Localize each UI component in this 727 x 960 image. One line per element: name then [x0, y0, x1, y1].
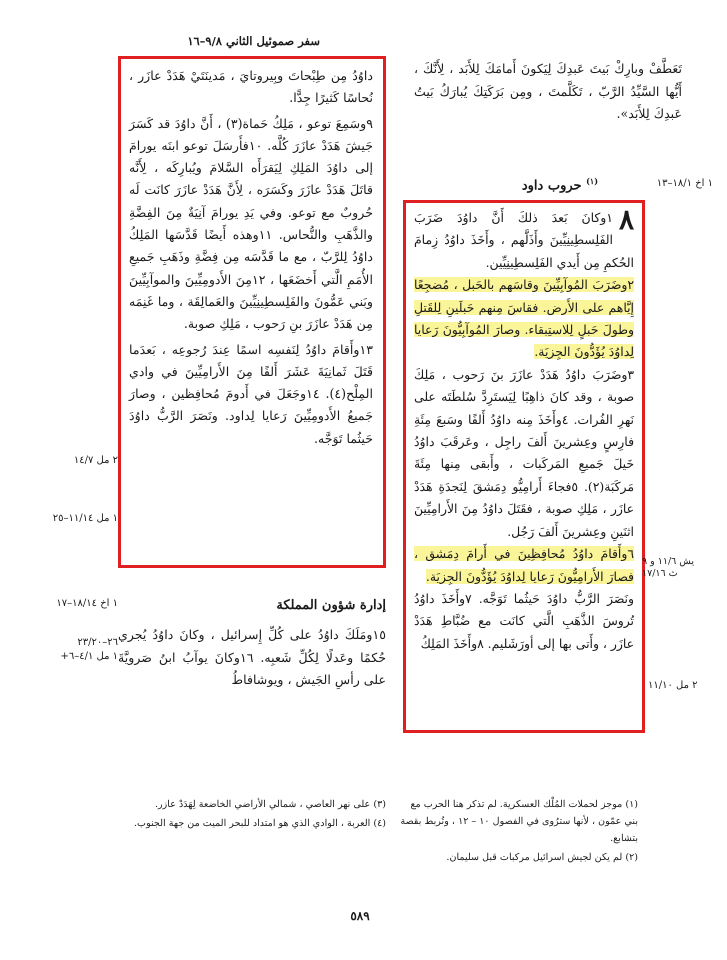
footnote-mark: (١)	[586, 176, 598, 186]
highlighted-text: ٦وأَقامَ داوُدُ مُحافِظِينَ في أَرامَ دِمَشق ، فصارَ الأَرامِيُّونَ رَعايا لِداوُدَ يُؤَدُّونَ الجِزيَة.	[414, 546, 634, 584]
section-title-wars	[498, 176, 598, 193]
footnotes-right	[398, 796, 638, 868]
section-title-text: حروب داود	[521, 178, 582, 194]
paragraph: ١٣وأَقامَ داوُدُ لِنَفسِه اسمًا عِندَ رُجوعِه ، بَعدَما قَتَلَ ثَمانِيَةَ عَشَرَ أَلفًا مِنَ الأَرامِيِّينَ في وادي المِلْح(٤). ١٤وجَعَلَ في أَدومَ مُحافِظين ، وصارَ جَميعُ الأَدومِيِّينَ رَعايا لِداود. ونَصَرَ الرَّبُّ داوُدَ حَيثُما تَوَجَّه.	[129, 341, 373, 446]
highlight-box-right	[403, 200, 645, 733]
footnote: (٢) لم يكن لجيش اسرائيل مركبات قبل سليمان.	[446, 852, 638, 863]
cross-reference: ١ اخ ١٨/١–١٣	[656, 178, 713, 189]
paragraph: ١وكانَ بَعدَ ذلكَ أَنَّ داوُدَ ضَرَبَ الفَلِسطِينِيِّينَ وأَذَلَّهم ، وأَخَذَ داوُدُ زِمامَ الحُكمِ مِن أَيدي الفَلِسطِينِيِّين.	[414, 210, 634, 270]
cross-reference: ٢٦–٢٣/٢٠ ١ مل ٤/١–٦+	[60, 637, 118, 662]
paragraph	[414, 543, 634, 588]
footnote: (١) موجز لحملات المُلْك العسكرية. لم تذكر هنا الحرب مع بني عمّون ، لأنها سترُوى في الفصول ١٠ – ١٢ ، وتُربط بقصة بتشابع.	[400, 799, 638, 844]
cross-reference: ٢ مل ١٤/٧	[73, 455, 118, 466]
paragraph: داوُدُ مِن طِبْحاتَ وبِيروتايَ ، مَدينَتَيْ هَدَدْ عازَر ، نُحاسًا كَثيرًا جِدًّا.	[129, 68, 373, 106]
cross-reference: ١ مل ١١/١٤–٢٥	[52, 513, 118, 524]
left-column-bottom	[118, 624, 386, 692]
highlight-box-left	[118, 56, 386, 568]
footnotes-left	[118, 796, 386, 834]
paragraph: ٩وسَمِعَ توعو ، مَلِكُ حَماة(٣) ، أَنَّ داوُدَ قد كَسَرَ جَيشَ هَدَدْ عازَرَ كُلَّه. ١٠فأَرسَلَ توعو ابنَه يورامَ إلى داوُدَ المَلِكِ لِيَقرَأَه السَّلامَ ويُبارِكَه ، لِأَنَّه قاتَلَ هَدَدْ عازَرَ وكَسَرَه ، لِأَنَّ هَدَدْ عازَرَ كانَت لَه حُروبٌ مع توعو. وفي يَدِ يورامَ آنِيَةٌ مِنَ الفِضَّةِ والذَّهَبِ والنُّحاس. ١١وهذه أَيضًا قَدَّسَها المَلِكُ داوُدُ لِلرَّبّ ، مع ما قَدَّسَه مِن فِضَّةِ وذَهَبِ جَميعِ الأُمَمِ الَّتي أَخضَعَها ، ١٢مِنَ الأَدومِيِّينَ والموآبِيِّينَ وبَني عَمُّونَ والفَلِسطِينِيِّينَ والعَمالِقَة ، وما غَنِمَه مِن هَدَدْ عازَرَ بنِ رَحوب ، مَلِكِ صوبة.	[129, 115, 374, 332]
paragraph	[414, 274, 634, 364]
cross-reference: ٢ مل ١١/١٠	[648, 680, 698, 691]
paragraph: تَعَطَّفْ وبارِكْ بَيتَ عَبدِكَ لِيَكونَ أَمامَكَ لِلأَبَد ، لِأَنَّكَ ، أَيُّها السَّيِّدُ الرَّبّ ، تَكَلَّمتَ ، ومِن بَرَكَتِكَ يُبارَكُ بَيتُ عَبدِكَ لِلأَبَد».	[414, 61, 682, 121]
highlighted-text: ٢وضَرَبَ المُوآبِيِّينَ وقاسَهم بالحَبل ، مُضجِعًا إِيَّاهم على الأَرض. فقاسَ مِنهم حَبلَينِ لِلقَتلِ وطولَ حَبلٍ لِلاستِبقاء. وصارَ المُوآبِيُّونَ رَعايا لِداوُدَ يُؤَدُّونَ الجِزيَة.	[414, 277, 634, 360]
footnote: (٤) العربة ، الوادي الذي هو امتداد للبحر الميت من جهة الجنوب.	[133, 818, 386, 829]
paragraph: ٣وضَرَبَ داوُدُ هَدَدْ عازَرَ بنَ رَحوب ، مَلِكَ صوبة ، وقد كانَ ذاهِبًا لِيَستَرِدَّ سُلطَتَه على نَهرِ الفُرات. ٤وأَخَذَ مِنه داوُدُ أَلفًا وسَبعَ مِئَةِ فارِسٍ وعِشرينَ أَلفَ راجِل ، وعَرقَبَ داوُدُ خَيلَ جَميعِ المَركَبات ، وأَبقى مِنها مِئَةَ مَركَبَة(٢). ٥فجاءَ أَرامِيُّو دِمَشقَ لِنَجدَةِ هَدَدْ عازَر ، مَلِكِ صوبة ، فقَتَلَ داوُدُ مِنَ الأَرامِيِّينَ اثنَينِ وعِشرينَ أَلفَ رَجُل.	[414, 366, 634, 539]
paragraph: ونَصَرَ الرَّبُّ داوُدَ حَيثُما تَوَجَّه. ٧وأَخَذَ داوُدُ تُروسَ الذَّهَبِ الَّتي كانَت مع ضُبَّاطِ هَدَدْ عازَر ، وأَتى بها إلى أورَشَليم. ٨وأَخَذَ المَلِكُ	[414, 590, 634, 651]
section-title-administration: إدارة شؤون المملكة	[276, 598, 386, 613]
cross-reference: يش ١١/٦ و ٩ ث ١٧/١٦	[642, 556, 695, 579]
running-head: سفر صموئيل الثاني ٩/٨–١٦	[187, 34, 320, 48]
page-number: ٥٨٩	[350, 909, 370, 923]
footnote: (٣) على نهر العاصي ، شمالي الأراضي الخاضعة لِهَدَدْ عازر.	[154, 799, 386, 810]
chapter-number: ٨	[618, 203, 634, 236]
right-column-top	[414, 58, 682, 126]
cross-reference: ١ اخ ١٨/١٤–١٧	[56, 598, 118, 609]
paragraph: ١٥ومَلَكَ داوُدُ على كُلِّ إِسرائيل ، وكانَ داوُدُ يُجري حُكمًا وعَدلًا لِكُلِّ شَعبِه. ١٦وكانَ يوآبُ ابنُ صَرويَّةَ على رأسِ الجَيش ، ويوشافاطُ	[118, 627, 386, 687]
